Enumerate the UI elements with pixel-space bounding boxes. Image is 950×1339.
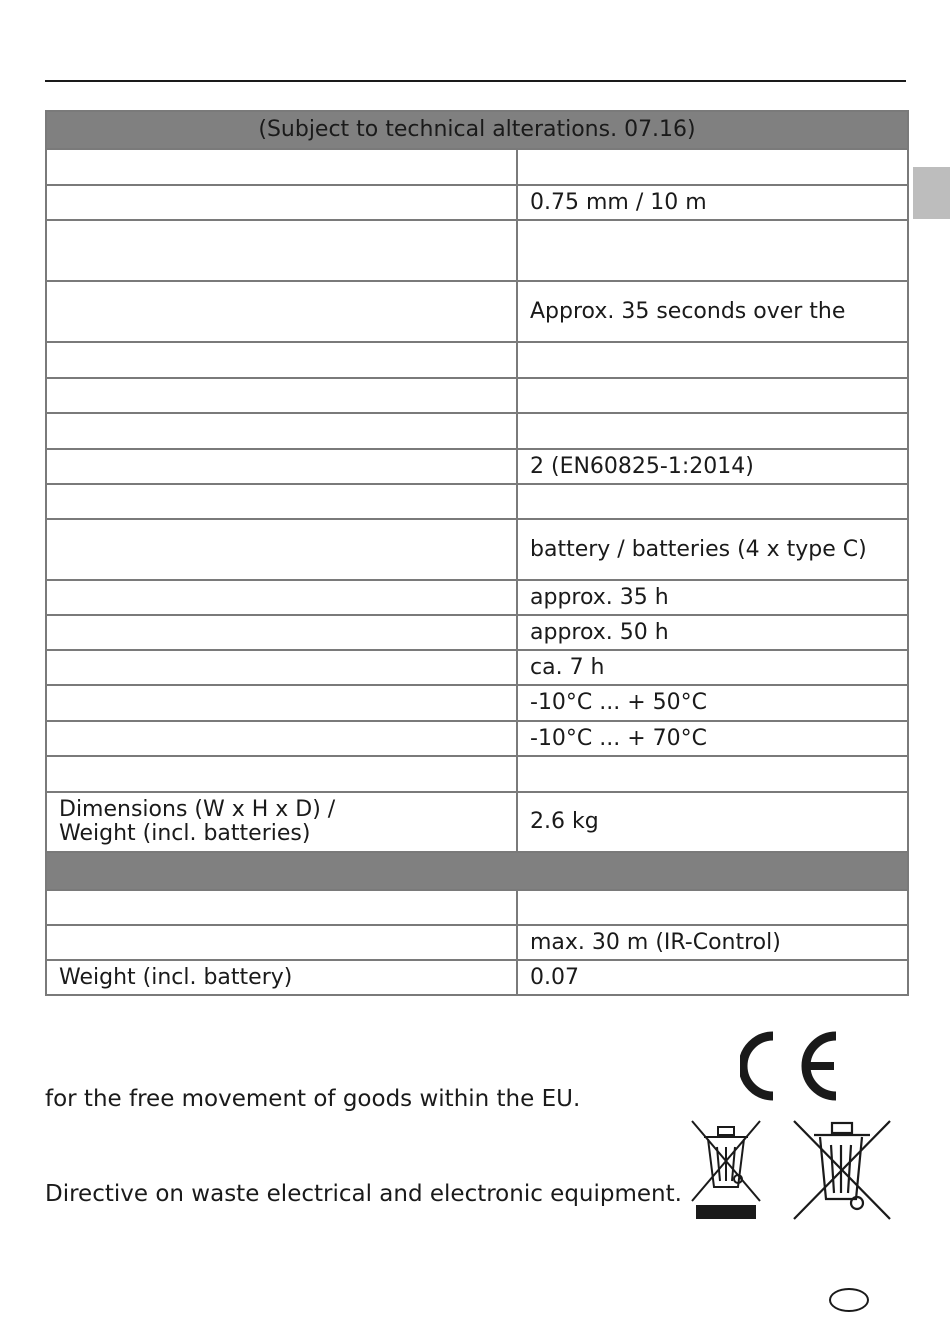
- table-header-note: (Subject to technical alterations. 07.16): [46, 111, 908, 149]
- table-row: [46, 185, 908, 220]
- spec-label: [46, 220, 517, 281]
- spec-value: [517, 342, 908, 378]
- weee-directive-text: Directive on waste electrical and electronic equipment.: [45, 1181, 682, 1207]
- spec-value: approx. 35 h: [517, 580, 908, 615]
- spec-label: [46, 721, 517, 756]
- table-row: [46, 792, 908, 852]
- table-row: [46, 925, 908, 960]
- spec-label: [46, 650, 517, 685]
- spec-label: [46, 185, 517, 220]
- table-row: [46, 756, 908, 792]
- table-row: [46, 685, 908, 721]
- spec-label: [46, 615, 517, 650]
- spec-value: approx. 50 h: [517, 615, 908, 650]
- spec-label: [46, 378, 517, 413]
- spec-label: [46, 756, 517, 792]
- spec-value: 2.6 kg: [517, 792, 908, 852]
- spec-value: Approx. 35 seconds over the: [517, 281, 908, 342]
- table-row: [46, 342, 908, 378]
- table-row: [46, 615, 908, 650]
- table-row: [46, 721, 908, 756]
- remote-section-header-row: [46, 852, 908, 890]
- spec-value: max. 30 m (IR-Control): [517, 925, 908, 960]
- spec-label: [46, 281, 517, 342]
- top-rule: [45, 80, 906, 82]
- section-header-cell: [46, 852, 908, 890]
- spec-value: [517, 149, 908, 185]
- table-row: [46, 484, 908, 519]
- spec-value: [517, 378, 908, 413]
- spec-value: -10°C ... + 50°C: [517, 685, 908, 721]
- table-row: [46, 580, 908, 615]
- spec-value: [517, 220, 908, 281]
- spec-label: [46, 149, 517, 185]
- table-row: [46, 519, 908, 580]
- table-row: [46, 960, 908, 995]
- spec-value: 0.07: [517, 960, 908, 995]
- spec-label: [46, 890, 517, 925]
- spec-label: Weight (incl. battery): [46, 960, 517, 995]
- table-header-row: [46, 111, 908, 149]
- table-row: [46, 413, 908, 449]
- table-row: [46, 149, 908, 185]
- spec-value: [517, 413, 908, 449]
- spec-label: [46, 342, 517, 378]
- spec-value: [517, 484, 908, 519]
- country-code-oval: [829, 1288, 869, 1312]
- table-row: [46, 378, 908, 413]
- spec-label-line: Dimensions (W x H x D) /: [59, 797, 336, 822]
- table-row: [46, 281, 908, 342]
- spec-value: -10°C ... + 70°C: [517, 721, 908, 756]
- spec-value: 0.75 mm / 10 m: [517, 185, 908, 220]
- table-row: [46, 220, 908, 281]
- ce-mark-icon: [740, 1030, 844, 1102]
- spec-label: [46, 925, 517, 960]
- spec-value: [517, 756, 908, 792]
- table-row: [46, 890, 908, 925]
- spec-label: [46, 519, 517, 580]
- spec-label: [46, 449, 517, 484]
- spec-value: 2 (EN60825-1:2014): [517, 449, 908, 484]
- table-row: [46, 650, 908, 685]
- table-row: [46, 449, 908, 484]
- technical-data-table: [45, 110, 909, 996]
- spec-label: [46, 413, 517, 449]
- spec-label: [46, 484, 517, 519]
- spec-value: battery / batteries (4 x type C): [517, 519, 908, 580]
- spec-label: [46, 685, 517, 721]
- spec-value: [517, 890, 908, 925]
- language-tab-marker: [913, 167, 950, 219]
- weee-bin-with-bar-icon: [688, 1117, 764, 1221]
- spec-label: [46, 580, 517, 615]
- spec-label-dimensions: [46, 792, 517, 852]
- spec-label-line: Weight (incl. batteries): [59, 821, 311, 846]
- spec-value: ca. 7 h: [517, 650, 908, 685]
- weee-bin-icon: [790, 1117, 894, 1221]
- ce-conformity-text: for the free movement of goods within the EU.: [45, 1086, 581, 1112]
